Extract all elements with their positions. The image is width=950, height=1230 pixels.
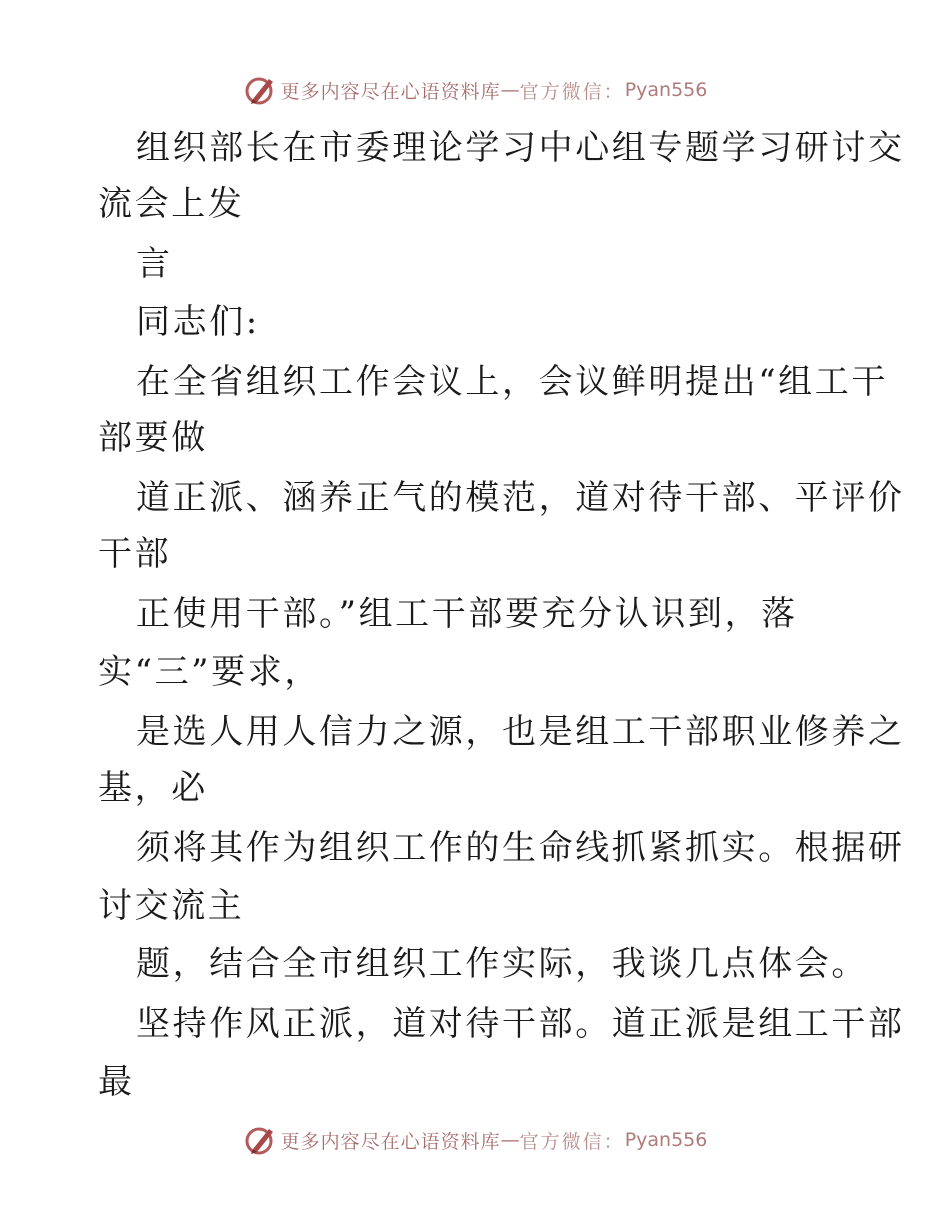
text-line: 须将其作为组织工作的生命线抓紧抓实。根据研 bbox=[136, 828, 905, 868]
banner-title: 更多内容尽在心语资料库 bbox=[280, 1130, 501, 1153]
text-line: 流会上发 bbox=[98, 184, 245, 224]
banner-wechat-id: Pyan556 bbox=[624, 79, 708, 101]
banner-dash: — bbox=[500, 1129, 520, 1151]
pen-logo-icon bbox=[243, 1123, 277, 1157]
banner-wechat-id: Pyan556 bbox=[624, 1129, 708, 1151]
text-line: 讨交流主 bbox=[98, 886, 245, 926]
text-line: 言 bbox=[136, 244, 173, 284]
text-line: 部要做 bbox=[98, 418, 208, 458]
text-line: 组织部长在市委理论学习中心组专题学习研讨交 bbox=[136, 128, 905, 168]
text-line: 道正派、涵养正气的模范，道对待干部、平评价 bbox=[136, 478, 905, 518]
text-line: 是选人用人信力之源，也是组工干部职业修养之 bbox=[136, 712, 905, 752]
text-line: 正使用干部。”组工干部要充分认识到，落 bbox=[136, 594, 798, 634]
text-line: 实“三”要求， bbox=[98, 652, 321, 692]
text-line: 最 bbox=[98, 1062, 135, 1102]
text-line: 在全省组织工作会议上，会议鲜明提出“组工干 bbox=[136, 362, 888, 402]
banner-title: 更多内容尽在心语资料库 bbox=[280, 80, 501, 103]
banner-wechat-label: 官方微信： bbox=[519, 80, 625, 103]
text-line: 干部 bbox=[98, 534, 172, 574]
text-line: 坚持作风正派，道对待干部。道正派是组工干部 bbox=[136, 1004, 905, 1044]
banner-wechat-label: 官方微信： bbox=[519, 1130, 625, 1153]
banner-dash: — bbox=[500, 79, 520, 101]
text-line: 基，必 bbox=[98, 768, 208, 808]
text-line: 同志们: bbox=[136, 302, 260, 342]
text-line: 题，结合全市组织工作实际，我谈几点体会。 bbox=[136, 944, 868, 984]
footer-banner bbox=[0, 1120, 950, 1160]
